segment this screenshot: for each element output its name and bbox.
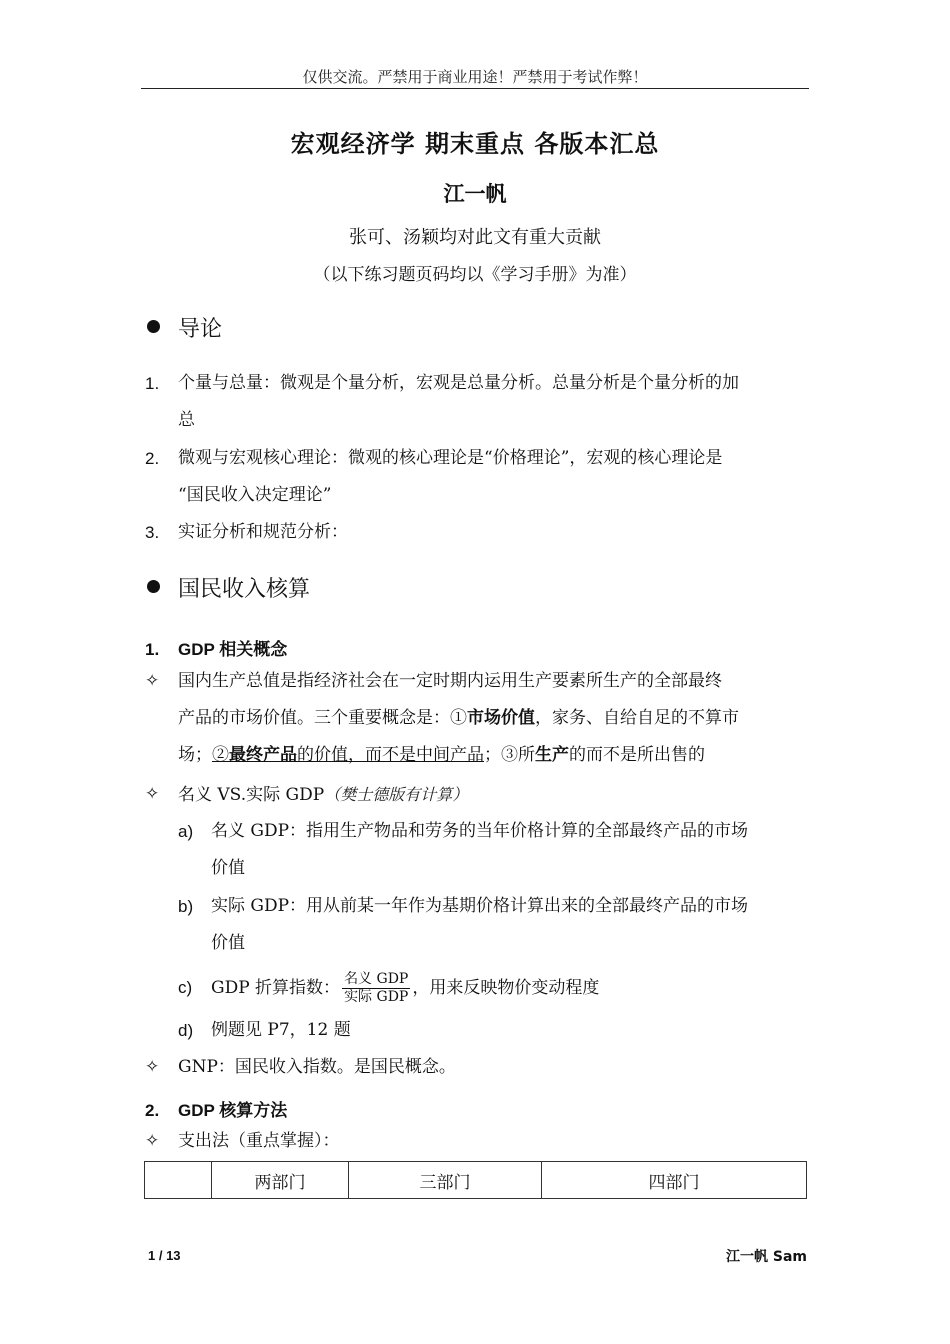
list-text: 实证分析和规范分析： — [178, 522, 348, 542]
subsection-heading — [145, 1096, 287, 1121]
para-text: ；③所 — [484, 745, 535, 765]
page-number: 1 / 13 — [148, 1248, 181, 1263]
doc-credit: 张可、汤颖均对此文有重大贡献 — [349, 227, 601, 248]
list-item — [145, 514, 810, 551]
doc-note: （以下练习题页码均以《学习手册》为准） — [313, 265, 637, 285]
section-heading-intro — [147, 312, 222, 343]
list-item — [145, 365, 810, 439]
para-text: 实际 GDP：用从前某一年作为基期价格计算出来的全部最终产品的市场 — [211, 896, 749, 916]
para-text: 支出法（重点掌握）： — [178, 1131, 340, 1151]
table-cell — [145, 1162, 212, 1199]
para-text: 产品的市场价值。三个重要概念是：① — [178, 708, 467, 728]
expenditure-table — [144, 1161, 807, 1199]
header-divider — [141, 88, 809, 89]
para-text: ，家务、自给自足的不算市 — [535, 708, 739, 728]
para-text: 价值 — [211, 858, 245, 878]
subsection-title: GDP 相关概念 — [178, 640, 288, 659]
bullet-icon — [147, 320, 160, 333]
footer-author: 江一帆 Sam — [726, 1249, 807, 1265]
emphasis-text: 最终产品 — [229, 745, 297, 765]
sub-list-item — [145, 888, 810, 962]
section-heading-national-income — [147, 572, 310, 603]
list-number: 3. — [145, 523, 160, 542]
table-cell: 两部门 — [212, 1162, 349, 1199]
diamond-bullet-icon: ✧ — [145, 1057, 160, 1077]
para-text: 价值 — [211, 933, 245, 953]
diamond-bullet-icon: ✧ — [145, 784, 160, 804]
list-number: 1. — [145, 374, 160, 393]
bullet-icon — [147, 580, 160, 593]
fraction — [342, 971, 410, 1006]
para-text: ，用来反映物价变动程度 — [412, 978, 600, 998]
subsection-number: 1. — [145, 640, 160, 659]
section-title: 国民收入核算 — [178, 577, 311, 602]
sub-list-item — [145, 966, 810, 1010]
doc-author: 江一帆 — [443, 182, 507, 206]
para-text: 场； — [178, 745, 212, 765]
list-text: 个量与总量：微观是个量分析，宏观是总量分析。总量分析是个量分析的加 — [178, 373, 739, 393]
list-text: 微观与宏观核心理论：微观的核心理论是“价格理论”，宏观的核心理论是 — [178, 448, 723, 468]
subsection-number: 2. — [145, 1101, 160, 1120]
fraction-numerator: 名义 GDP — [344, 971, 409, 987]
para-text: 例题见 P7，12 题 — [211, 1020, 351, 1040]
list-number: 2. — [145, 449, 160, 468]
note-text: （樊士德版有计算） — [324, 785, 469, 804]
para-text: ② — [212, 745, 229, 765]
emphasis-text: 市场价值 — [467, 708, 535, 728]
para-text: GDP 折算指数： — [211, 978, 341, 998]
list-text: “国民收入决定理论” — [178, 485, 332, 505]
subsection-title: GDP 核算方法 — [178, 1101, 288, 1120]
sub-list-marker: d) — [178, 1021, 194, 1040]
sub-list-item — [145, 813, 810, 887]
sub-list-marker: b) — [178, 897, 194, 916]
section-title: 导论 — [178, 317, 223, 342]
sub-list-item — [145, 1012, 810, 1049]
table-cell: 四部门 — [542, 1162, 807, 1199]
subsection-heading — [145, 635, 287, 660]
emphasis-text: 生产 — [535, 745, 569, 765]
page-title: 宏观经济学 期末重点 各版本汇总 — [290, 130, 660, 158]
para-text: GNP：国民收入指数。是国民概念。 — [178, 1057, 456, 1077]
diamond-bullet-icon: ✧ — [145, 671, 160, 691]
diamond-item — [145, 1049, 810, 1086]
fraction-denominator: 实际 GDP — [344, 989, 409, 1005]
diamond-item — [145, 663, 810, 774]
sub-list-marker: a) — [178, 822, 194, 841]
list-item — [145, 440, 810, 514]
para-text: 的而不是所出售的 — [569, 745, 705, 765]
header-notice: 仅供交流。严禁用于商业用途！严禁用于考试作弊！ — [302, 68, 648, 86]
sub-list-marker: c) — [178, 978, 193, 997]
diamond-item — [145, 1123, 810, 1160]
list-text: 总 — [178, 410, 195, 430]
table-row — [145, 1162, 807, 1199]
para-text: 国内生产总值是指经济社会在一定时期内运用生产要素所生产的全部最终 — [178, 671, 722, 691]
diamond-item — [145, 776, 810, 813]
para-text: 名义 VS.实际 GDP — [178, 785, 325, 805]
table-cell: 三部门 — [349, 1162, 542, 1199]
para-text: 的价值，而不是中间产品 — [297, 745, 484, 765]
para-text: 名义 GDP：指用生产物品和劳务的当年价格计算的全部最终产品的市场 — [211, 821, 749, 841]
diamond-bullet-icon: ✧ — [145, 1131, 160, 1151]
